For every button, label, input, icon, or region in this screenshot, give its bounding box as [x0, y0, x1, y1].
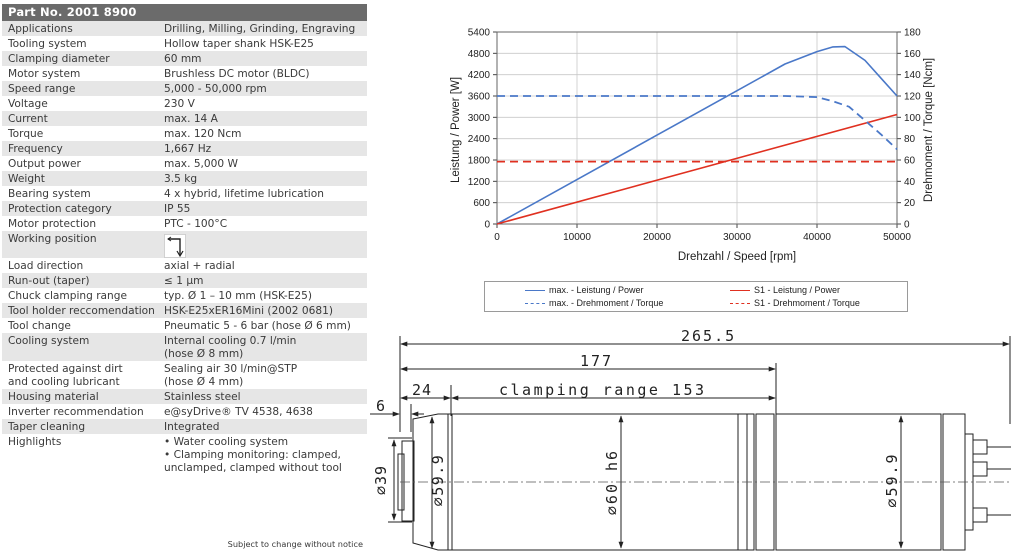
spec-row [2, 201, 367, 216]
spec-row [2, 81, 367, 96]
legend-label: max. - Leistung / Power [549, 285, 644, 295]
chart-series [497, 47, 897, 224]
dia-39: ⌀39 [372, 464, 390, 496]
dia-59-9-right: ⌀59.9 [883, 452, 901, 508]
spec-row [2, 333, 367, 361]
spec-value: e@syDrive® TV 4538, 4638 [164, 406, 313, 418]
spec-value [160, 233, 367, 258]
spec-value: 60 mm [164, 53, 202, 65]
spec-value: • Water cooling system • Clamping monitoring: clamped, unclamped, clamped without tool [164, 436, 342, 474]
legend-swatch [730, 290, 750, 291]
spec-row [2, 186, 367, 201]
spec-row [2, 141, 367, 156]
spec-label: Cooling system [8, 335, 90, 347]
spec-value: 1,667 Hz [164, 143, 212, 155]
spec-label: Weight [8, 173, 45, 185]
spec-value: Integrated [164, 421, 220, 433]
spec-label: Applications [8, 23, 73, 35]
chart-legend [484, 281, 908, 312]
y-tick-label: 4800 [467, 48, 490, 60]
spec-row [2, 51, 367, 66]
part-number-header: Part No. 2001 8900 [2, 4, 367, 21]
series-line-1 [497, 115, 897, 225]
spec-value: HSK-E25xER16Mini (2002 0681) [164, 305, 333, 317]
y-tick-label: 1800 [467, 155, 490, 167]
x-tick-label: 10000 [563, 232, 591, 243]
spec-row [2, 36, 367, 51]
plot-frame [497, 32, 897, 224]
spec-label: Output power [8, 158, 81, 170]
spec-label: Frequency [8, 143, 63, 155]
spec-value: Brushless DC motor (BLDC) [164, 68, 310, 80]
spec-row [2, 216, 367, 231]
x-tick-label: 20000 [643, 232, 671, 243]
spec-label: Taper cleaning [8, 421, 86, 433]
y-tick-label: 600 [473, 198, 490, 210]
y2-tick-label: 120 [904, 91, 921, 103]
legend-item [525, 285, 644, 295]
change-notice: Subject to change without notice [227, 539, 363, 549]
legend-label: S1 - Drehmoment / Torque [754, 298, 860, 308]
spec-label: Chuck clamping range [8, 290, 128, 302]
spec-row [2, 258, 367, 273]
y2-tick-label: 160 [904, 48, 921, 60]
spec-table [2, 4, 367, 475]
spec-value: Hollow taper shank HSK-E25 [164, 38, 314, 50]
spec-value: max. 5,000 W [164, 158, 238, 170]
y-tick-label: 0 [484, 219, 490, 231]
spec-label: Bearing system [8, 188, 91, 200]
dia-60-h6: ⌀60 h6 [603, 448, 621, 516]
spec-value: Stainless steel [164, 391, 241, 403]
chart-ticks [468, 28, 921, 244]
spec-value: max. 120 Ncm [164, 128, 242, 140]
spec-rows [2, 21, 367, 475]
legend-item [525, 298, 663, 308]
spec-row [2, 303, 367, 318]
y-tick-label: 3000 [467, 112, 490, 124]
spec-row [2, 21, 367, 36]
spec-row [2, 96, 367, 111]
spec-value: axial + radial [164, 260, 235, 272]
y2-axis-label: Drehmoment / Torque [Ncm] [923, 57, 935, 203]
spec-row [2, 434, 367, 475]
power-torque-chart [440, 15, 1010, 270]
spec-label: Current [8, 113, 48, 125]
dim-6: 6 [376, 397, 386, 415]
legend-swatch [525, 290, 545, 291]
spec-value: Sealing air 30 l/min@STP (hose Ø 4 mm) [164, 363, 298, 388]
spec-value: 230 V [164, 98, 195, 110]
spec-label: Protection category [8, 203, 112, 215]
spec-value: IP 55 [164, 203, 191, 215]
spec-label: Housing material [8, 391, 99, 403]
x-tick-label: 0 [494, 232, 500, 243]
spec-label: Speed range [8, 83, 76, 95]
spec-label: Inverter recommendation [8, 406, 144, 418]
spec-value: Pneumatic 5 - 6 bar (hose Ø 6 mm) [164, 320, 351, 332]
y2-tick-label: 180 [904, 27, 921, 39]
spec-label: Voltage [8, 98, 48, 110]
spec-value: ≤ 1 µm [164, 275, 204, 287]
legend-label: max. - Drehmoment / Torque [549, 298, 664, 308]
spec-row [2, 111, 367, 126]
spec-label: Clamping diameter [8, 53, 110, 65]
y2-tick-label: 140 [904, 70, 921, 82]
spindle-dimension-drawing [370, 322, 1011, 552]
chart-grid [497, 32, 897, 224]
legend-label: S1 - Leistung / Power [754, 285, 841, 295]
dim-177: 177 [580, 352, 614, 370]
series-line-0 [497, 47, 897, 224]
x-tick-label: 30000 [723, 232, 751, 243]
y2-tick-label: 60 [904, 155, 916, 167]
y-tick-label: 4200 [467, 70, 490, 82]
y-tick-label: 1200 [467, 176, 490, 188]
dia-59-9-left: ⌀59.9 [429, 453, 447, 507]
spec-label: Working position [8, 233, 97, 245]
spec-value: typ. Ø 1 – 10 mm (HSK-E25) [164, 290, 313, 302]
x-axis-label: Drehzahl / Speed [rpm] [677, 251, 797, 263]
y2-tick-label: 40 [904, 176, 916, 188]
spec-value: 5,000 - 50,000 rpm [164, 83, 267, 95]
y-tick-label: 3600 [467, 91, 490, 103]
x-tick-label: 40000 [803, 232, 831, 243]
spec-label: Motor protection [8, 218, 97, 230]
spec-value: Drilling, Milling, Grinding, Engraving [164, 23, 356, 35]
series-line-2 [497, 96, 897, 149]
spec-row [2, 361, 367, 389]
spec-label: Run-out (taper) [8, 275, 90, 287]
y2-tick-label: 80 [904, 134, 916, 146]
y2-tick-label: 100 [904, 112, 921, 124]
legend-swatch [730, 303, 750, 304]
working-position-icon [164, 234, 186, 258]
spec-row [2, 288, 367, 303]
spec-label: Tool holder reccomendation [8, 305, 155, 317]
spec-value: 3.5 kg [164, 173, 198, 185]
legend-item [730, 298, 860, 308]
spec-row [2, 389, 367, 404]
spec-row [2, 126, 367, 141]
spec-row [2, 156, 367, 171]
x-tick-label: 50000 [883, 232, 911, 243]
y-tick-label: 2400 [467, 134, 490, 146]
spec-value: max. 14 A [164, 113, 218, 125]
spec-row [2, 318, 367, 333]
y2-tick-label: 0 [904, 219, 910, 231]
spec-row [2, 419, 367, 434]
y-axis-label: Leistung / Power [W] [450, 76, 462, 184]
spec-row [2, 231, 367, 258]
spec-row [2, 404, 367, 419]
y-tick-label: 5400 [467, 27, 490, 39]
spec-row [2, 171, 367, 186]
dim-clamping-range: clamping range 153 [499, 381, 707, 399]
dim-overall-length: 265.5 [681, 327, 737, 345]
spec-row [2, 66, 367, 81]
spec-label: Load direction [8, 260, 84, 272]
spec-label: Tool change [8, 320, 71, 332]
spec-value: 4 x hybrid, lifetime lubrication [164, 188, 324, 200]
legend-item [730, 285, 840, 295]
spec-label: Torque [8, 128, 44, 140]
spec-label: Tooling system [8, 38, 87, 50]
spec-row [2, 273, 367, 288]
spec-label: Protected against dirt and cooling lubricant [8, 363, 123, 388]
legend-swatch [525, 303, 545, 304]
y2-tick-label: 20 [904, 198, 916, 210]
spec-label: Motor system [8, 68, 81, 80]
spec-value: Internal cooling 0.7 l/min (hose Ø 8 mm) [164, 335, 297, 360]
dim-24: 24 [412, 381, 433, 399]
spec-label: Highlights [8, 436, 62, 448]
spec-value: PTC - 100°C [164, 218, 228, 230]
